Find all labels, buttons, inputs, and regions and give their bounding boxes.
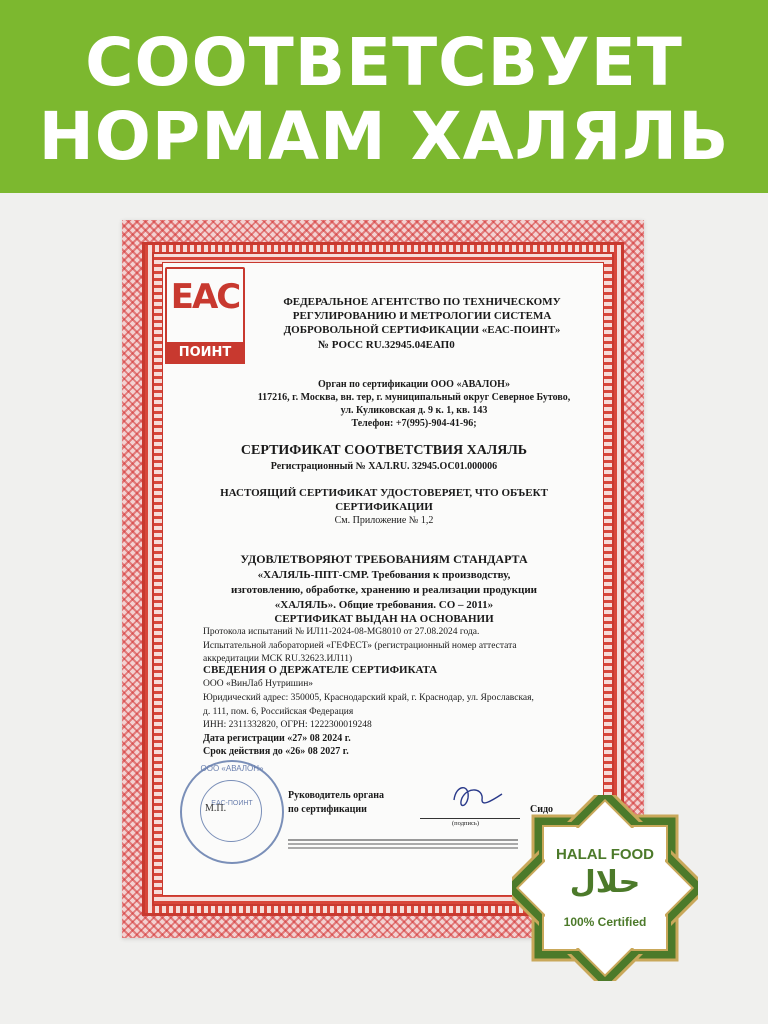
stamp-center-text: ЕАС-ПОИНТ [211,800,253,807]
holder-inn: ИНН: 2311332820, ОГРН: 1222300019248 [203,720,372,730]
mp-label: М.П. [205,803,227,814]
organ-name: Орган по сертификации ООО «АВАЛОН» [318,379,510,390]
organ-phone: Телефон: +7(995)-904-41-96; [351,418,477,429]
appendix-ref: См. Приложение № 1,2 [334,515,434,526]
fine-print-1 [288,838,518,851]
badge-top-text: HALAL FOOD [555,846,655,863]
lab-text-2: аккредитации МСК RU.32623.ИЛ11) [203,654,353,664]
organ-address-1: 117216, г. Москва, вн. тер, г. муниципальный округ Северное Бутово, [257,392,571,403]
agency-registration: № РОСС RU.32945.04ЕАП0 [318,339,455,351]
protocol-text: Протокола испытаний № ИЛ11-2024-08-MG8010 от 27.08.2024 года. [203,627,480,637]
top-banner [0,0,768,193]
round-stamp [180,760,284,864]
agency-line-2: РЕГУЛИРОВАНИЮ И МЕТРОЛОГИИ СИСТЕМА [292,310,552,322]
standard-line-3: «ХАЛЯЛЬ». Общие требования. СО – 2011» [274,599,494,611]
standard-title: УДОВЛЕТВОРЯЮТ ТРЕБОВАНИЯМ СТАНДАРТА [240,552,528,566]
holder-address-1: Юридический адрес: 350005, Краснодарский край, г. Краснодар, ул. Ярославская, [203,693,534,703]
stamp-ring-text: ООО «АВАЛОН» [200,764,264,773]
holder-name: ООО «ВинЛаб Нутришин» [203,679,314,689]
certificate-reg-number: Регистрационный № ХАЛ.RU. 32945.ОС01.000006 [270,461,498,472]
signature-scribble [448,778,508,814]
signature-line [420,818,520,819]
signature-caption: (подпись) [452,820,479,827]
registration-date: Дата регистрации «27» 08 2024 г. [203,733,351,744]
head-label-2: по сертификации [288,804,367,815]
banner-line-1: СООТВЕТСВУЕТ [85,24,683,101]
head-label-1: Руководитель органа [288,790,384,801]
standard-line-2: изготовлению, обработке, хранению и реализации продукции [230,584,538,596]
eac-point-logo [165,267,245,364]
holder-title: СВЕДЕНИЯ О ДЕРЖАТЕЛЕ СЕРТИФИКАТА [203,664,438,676]
statement-line-1: НАСТОЯЩИЙ СЕРТИФИКАТ УДОСТОВЕРЯЕТ, ЧТО ОБЪЕКТ [220,487,548,499]
badge-arabic-text: حلال [569,865,641,900]
issued-basis: СЕРТИФИКАТ ВЫДАН НА ОСНОВАНИИ [274,613,494,625]
banner-line-2: НОРМАМ ХАЛЯЛЬ [38,98,730,175]
certificate-title: СЕРТИФИКАТ СООТВЕТСТВИЯ ХАЛЯЛЬ [240,443,528,458]
signer-name: Сидо [530,804,554,815]
organ-address-2: ул. Куликовская д. 9 к. 1, кв. 143 [340,405,488,416]
standard-line-1: «ХАЛЯЛЬ-ППТ-СМР. Требования к производству, [257,569,511,581]
point-logo-text: ПОИНТ [165,342,245,364]
agency-line-3: ДОБРОВОЛЬНОЙ СЕРТИФИКАЦИИ «ЕАС-ПОИНТ» [283,324,561,336]
badge-bottom-text: 100% Certified [563,915,647,929]
agency-line-1: ФЕДЕРАЛЬНОЕ АГЕНТСТВО ПО ТЕХНИЧЕСКОМУ [283,296,561,308]
eac-logo-text: EAC [170,277,240,317]
lab-text-1: Испытательной лабораторией «ГЕФЕСТ» (регистрационный номер аттестата [203,641,517,651]
statement-line-2: СЕРТИФИКАЦИИ [335,501,433,513]
validity-date: Срок действия до «26» 08 2027 г. [203,746,349,757]
holder-address-2: д. 111, пом. 6, Российская Федерация [203,707,354,717]
